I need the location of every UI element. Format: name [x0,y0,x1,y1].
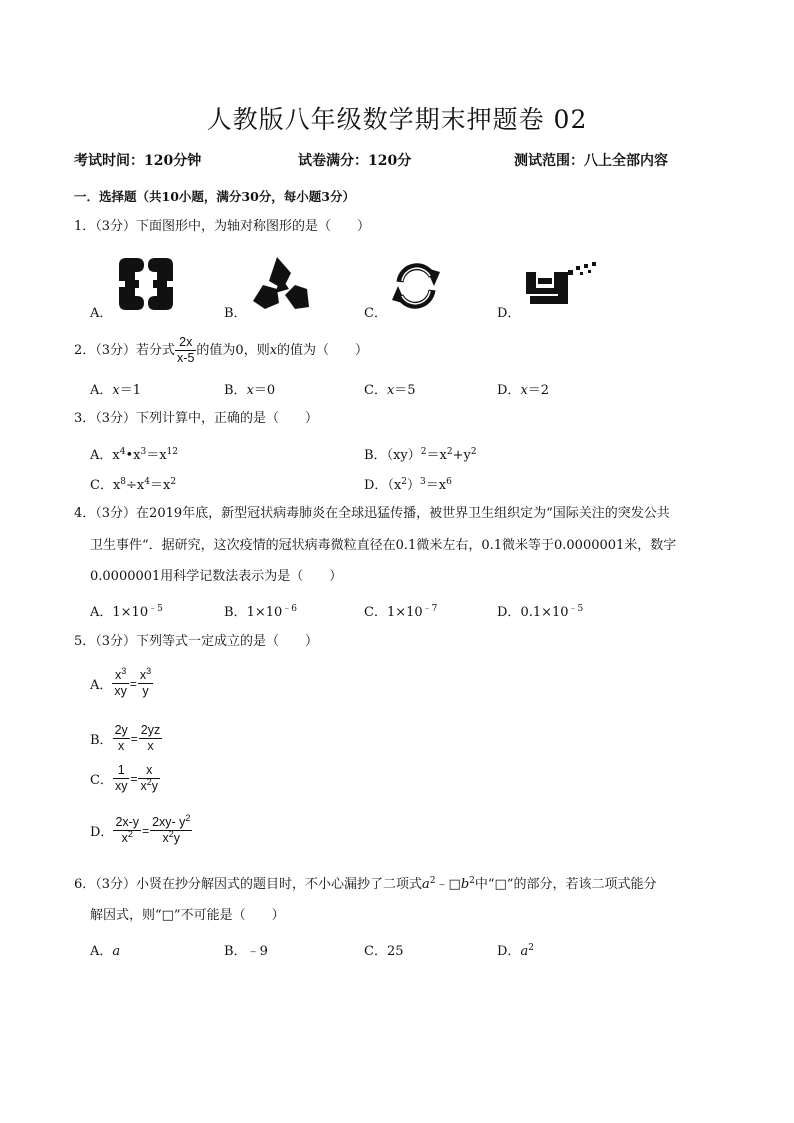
q2-stem [74,335,368,366]
q4-option-b: B．$1\times 10^{﹣6}$ [224,604,298,620]
q5-stem: 5．（3分）下列等式一定成立的是（ ） [74,634,319,649]
q4-line2: 卫生事件“．据研究，这次疫情的冠状病毒微粒直径在0.1微米左右，0.1微米等于0.0000001米，数字 [90,538,677,553]
q2-fraction [175,335,196,366]
q6-line1: 6．（3分）小贤在抄分解因式的题目时，不小心漏抄了二项式$a^2﹣□b^2$中“□”的部分，若该二项式能分 [74,876,657,892]
y-logo-icon [524,262,600,310]
q2-variable: x [269,343,278,358]
q5-option-c: C． $\frac{1}{xy}$ = $\frac{x}{x^2y}$ [90,763,158,793]
q4-line3: 0.0000001用科学记数法表示为是（ ） [90,569,343,584]
q1-option-c-label: C． [364,306,387,321]
q4-option-a: A．$1\times 10^{﹣5}$ [90,604,163,620]
q3-stem: 3．（3分）下列计算中，正确的是（ ） [74,411,319,426]
q2-option-d: D．x＝2 [497,383,550,398]
triskelion-icon [251,255,311,312]
q3-option-c: C．$x^8\div x^4=x^2$ [90,477,177,493]
q6-option-b: B．﹣9 [224,944,268,959]
q3-option-d: D．$(x^2)^3=x^6$ [364,477,452,493]
q2-option-c: C．x＝5 [364,383,416,398]
q4-option-d: D．$0.1\times 10^{﹣5}$ [497,604,584,620]
q2-numerator: 2x [175,335,196,351]
page-title: 人教版八年级数学期末押题卷 02 [206,105,588,134]
exam-time: 考试时间：120分钟 [74,153,202,169]
exam-score: 试卷满分：120分 [298,153,412,169]
q3-option-a: A．$x^4•x^3=x^{12}$ [90,447,178,463]
q6-line2: 解因式，则“□”不可能是（ ） [90,908,285,923]
q4-option-c: C．$1\times 10^{﹣7}$ [364,604,438,620]
q1-option-a-label: A． [90,306,113,321]
q1-option-b-label: B． [224,306,247,321]
q2-denominator: x-5 [177,351,195,365]
circular-arrows-icon [390,262,442,310]
q5-option-a: A． $\frac{x^3}{xy}$ = $\frac{x^3}{y}$ [90,666,152,698]
q5-option-b: B． $\frac{2y}{x}$ = $\frac{2yz}{x}$ [90,723,161,753]
four-leaf-clover-icon [117,256,175,312]
q1-option-d-label: D． [497,306,521,321]
q2-suffix-b: 的值为（ ） [277,343,369,358]
q2-option-a: A．x＝1 [90,383,142,398]
q1-stem: 1．（3分）下面图形中，为轴对称图形的是（ ） [74,219,371,234]
q5-option-d: D． $\frac{2x-y}{x^2}$ = $\frac{2xy- y^2}{x^2y}$ [90,813,191,845]
q3-option-b: B．$(xy)^2=x^2+y^2$ [364,447,477,463]
section-heading: 一．选择题（共10小题，满分30分，每小题3分） [74,189,355,204]
q6-option-c: C．25 [364,944,404,959]
exam-scope: 测试范围：八上全部内容 [514,153,668,169]
q2-suffix-a: 的值为0，则 [196,343,270,358]
q6-option-d: D．$a^2$ [497,943,534,959]
q6-option-a: A．a [90,944,121,959]
q4-line1: 4．（3分）在2019年底，新型冠状病毒肺炎在全球迅猛传播，被世界卫生组织定为“国际关注的突发公共 [74,506,670,521]
q2-option-b: B．x＝0 [224,383,276,398]
q2-prefix: 2．（3分）若分式 [74,343,176,358]
